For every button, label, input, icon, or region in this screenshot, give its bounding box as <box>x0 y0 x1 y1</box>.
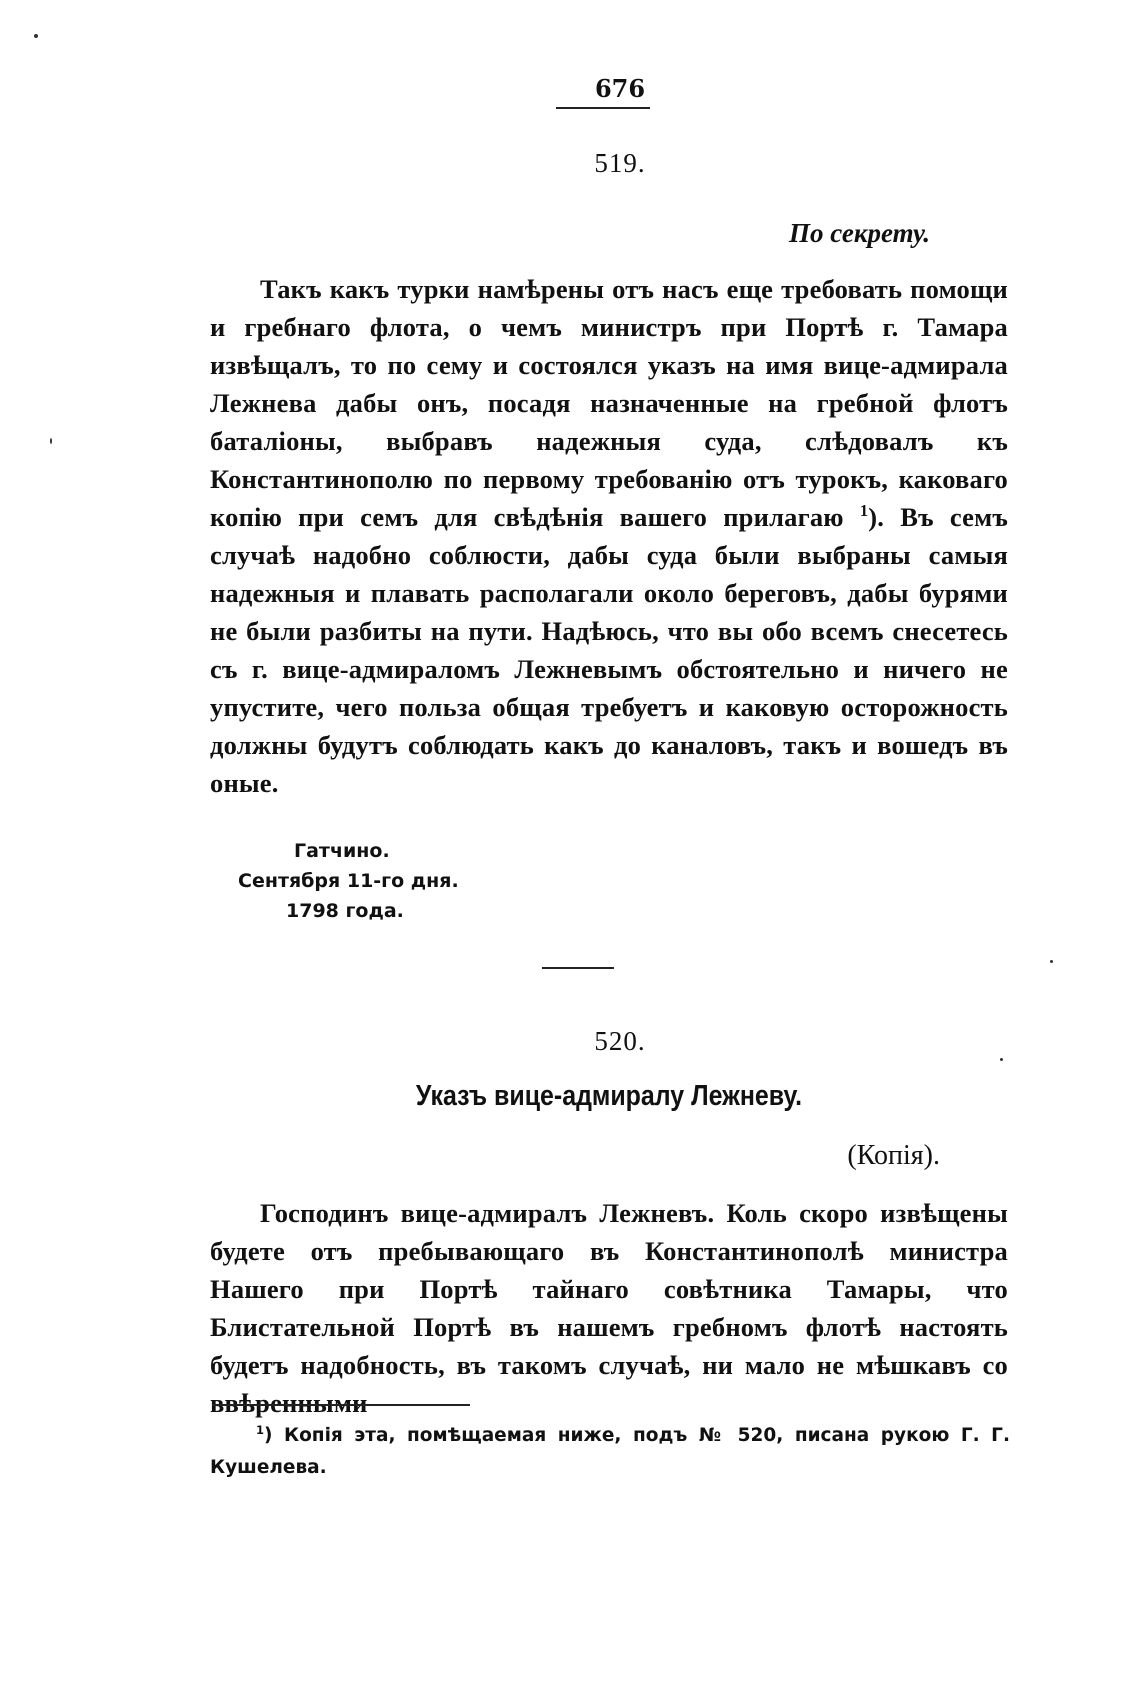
page-number-underline <box>556 107 650 109</box>
decree-title: Указъ вице-адмиралу Лежневу. <box>415 1080 803 1112</box>
letter-519-text-part2: ). Въ семъ случаѣ надобно соблюсти, дабы суда были выбраны самыя надежныя и плавать располагали около береговъ, дабы бурями не были разбиты на пути. Надѣюсь, что вы обо всемъ снесетесь съ г. вице-адмираломъ Лежневымъ обстоятельно и ничего не упустите, чего польза общая требуетъ и каковую осторожность должны будутъ соблюдать какъ до каналовъ, такъ и вошедъ въ оные. <box>210 502 1008 798</box>
section-divider <box>542 967 614 969</box>
footnote-marker: 1 <box>256 1422 264 1437</box>
signature-date: Сентября 11-го дня. <box>238 870 459 892</box>
signature-place: Гатчино. <box>294 840 390 862</box>
scan-speck <box>50 438 52 444</box>
page-number: 676 <box>594 74 646 103</box>
footnote-reference: 1 <box>859 501 869 521</box>
decree-520-body: Господинъ вице-адмиралъ Лежневъ. Коль скоро извѣщены будете отъ пребывающаго въ Константинополѣ министра Нашего при Портѣ тайнаго совѣтника Тамары, что Блистательной Портѣ въ нашемъ гребномъ флотѣ настоять будетъ надобность, въ такомъ случаѣ, ни мало не мѣшкавъ со ввѣренными <box>210 1198 1008 1418</box>
signature-year: 1798 года. <box>286 900 404 922</box>
letter-519-text-part1: Такъ какъ турки намѣрены отъ насъ еще требовать помощи и гребнаго флота, о чемъ министръ при Портѣ г. Тамара извѣщалъ, то по сему и состоялся указъ на имя вице-адмирала Лежнева дабы онъ, посадя назначенные на гребной флотъ баталіоны, выбравъ надежныя суда, слѣдовалъ къ Константинополю по первому требованію отъ турокъ, каковаго копію при семъ для свѣдѣнія вашего прилагаю <box>210 274 1008 532</box>
footnote-text: Копія эта, помѣщаемая ниже, подъ № 520, писана рукою Г. Г. Кушелева. <box>210 1425 1010 1478</box>
scan-speck <box>34 34 38 38</box>
document-number-519: 519. <box>594 148 646 178</box>
copy-note: (Копія). <box>847 1140 940 1171</box>
scan-speck <box>1000 1058 1003 1061</box>
footnote <box>210 1420 1010 1484</box>
letter-519-body <box>210 270 1008 802</box>
footnote-marker-paren: ) <box>263 1425 273 1446</box>
scan-speck <box>1050 960 1053 963</box>
footnote-divider <box>212 1404 470 1406</box>
document-number-520: 520. <box>594 1026 646 1056</box>
secret-note: По секрету. <box>788 218 930 248</box>
